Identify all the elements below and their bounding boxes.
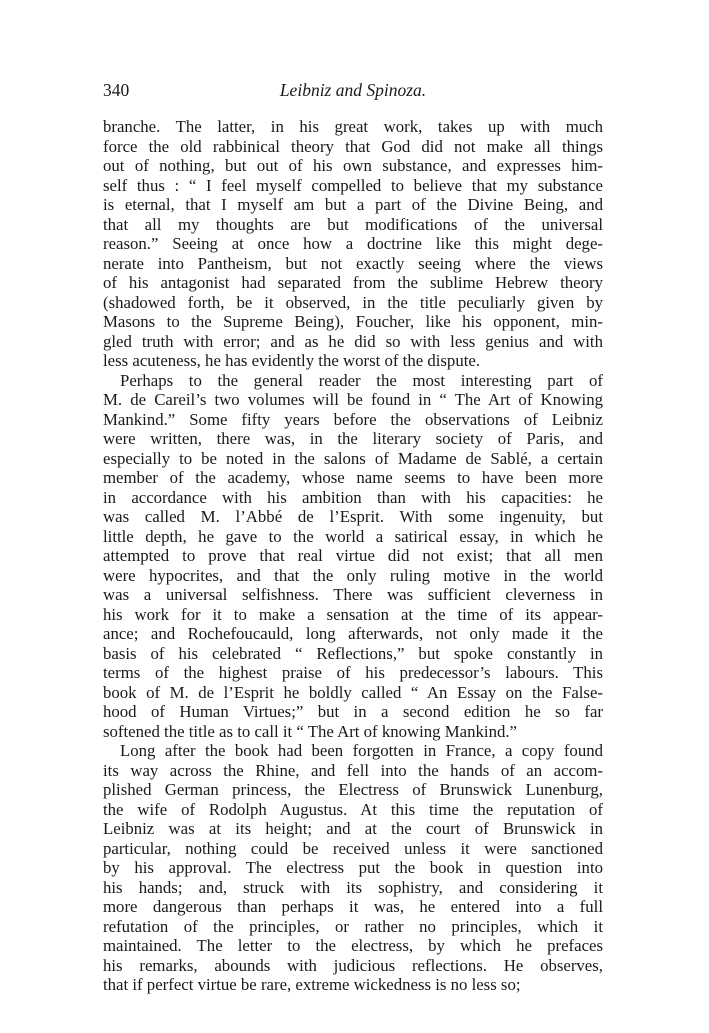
text-line: self thus : “ I feel myself compelled to believe that my substance xyxy=(103,175,603,195)
text-line: especially to be noted in the salons of Madame de Sablé, a certain xyxy=(103,448,603,468)
text-line: softened the title as to call it “ The Art of knowing Mankind.” xyxy=(103,721,517,741)
text-line: the wife of Rodolph Augustus. At this time the reputation of xyxy=(103,799,603,819)
text-line: that if perfect virtue be rare, extreme wickedness is no less so; xyxy=(103,975,521,994)
text-line: M. de Careil’s two volumes will be found in “ The Art of Knowing xyxy=(103,390,603,409)
text-line: attempted to prove that real virtue did not exist; that all men xyxy=(103,546,603,565)
text-line: member of the academy, whose name seems to have been more xyxy=(103,468,603,487)
running-title: Leibniz and Spinoza. xyxy=(279,80,427,100)
text-line: his work for it to make a sensation at the time of its appear- xyxy=(103,604,603,624)
text-line: maintained. The letter to the electress, by which he prefaces xyxy=(103,936,603,955)
text-line: less acuteness, he has evidently the worst of the dispute. xyxy=(103,351,481,370)
text-line: out of nothing, but out of his own substance, and expresses him- xyxy=(103,156,603,175)
text-line: his remarks, abounds with judicious reflections. He observes, xyxy=(103,955,603,975)
text-line: force the old rabbinical theory that God did not make all things xyxy=(103,136,603,156)
text-line: Mankind.” Some fifty years before the observations of Leibniz xyxy=(103,409,603,429)
text-line: his hands; and, struck with its sophistry, and considering it xyxy=(103,877,603,897)
text-line: by his approval. The electress put the book in question into xyxy=(103,858,603,877)
text-line: terms of the highest praise of his predecessor’s labours. This xyxy=(103,663,603,682)
text-line: Perhaps to the general reader the most interesting part of xyxy=(120,370,603,390)
text-line: (shadowed forth, be it observed, in the title peculiarly given by xyxy=(103,292,603,312)
page-header xyxy=(103,80,603,102)
paragraph xyxy=(103,741,603,995)
text-line: branche. The latter, in his great work, takes up with much xyxy=(103,117,603,136)
page-number: 340 xyxy=(103,80,130,100)
text-line: hood of Human Virtues;” but in a second edition he so far xyxy=(103,702,603,721)
text-line: were written, there was, in the literary society of Paris, and xyxy=(103,429,603,448)
text-line: more dangerous than perhaps it was, he entered into a full xyxy=(103,897,603,916)
text-line: was a universal selfishness. There was sufficient cleverness in xyxy=(103,585,603,604)
text-line: plished German princess, the Electress of Brunswick Lunenburg, xyxy=(103,780,603,799)
text-line: particular, nothing could be received unless it were sanctioned xyxy=(103,838,603,858)
text-line: book of M. de l’Esprit he boldly called “ An Essay on the False- xyxy=(103,682,603,702)
text-line: refutation of the principles, or rather no principles, which it xyxy=(103,916,603,936)
text-line: nerate into Pantheism, but not exactly seeing where the views xyxy=(103,253,603,273)
text-line: Long after the book had been forgotten in France, a copy found xyxy=(120,741,603,760)
text-line: reason.” Seeing at once how a doctrine like this might dege- xyxy=(103,234,603,253)
text-line: basis of his celebrated “ Reflections,” but spoke constantly in xyxy=(103,643,603,663)
text-line: was called M. l’Abbé de l’Esprit. With some ingenuity, but xyxy=(103,507,603,526)
text-line: were hypocrites, and that the only ruling motive in the world xyxy=(103,565,603,585)
paragraph xyxy=(103,371,603,742)
paragraph xyxy=(103,117,603,371)
text-line: Masons to the Supreme Being), Foucher, like his opponent, min- xyxy=(103,312,603,331)
text-line: in accordance with his ambition than with his capacities: he xyxy=(103,487,603,507)
text-line: Leibniz was at its height; and at the court of Brunswick in xyxy=(103,819,603,838)
text-line: ance; and Rochefoucauld, long afterwards, not only made it the xyxy=(103,624,603,643)
body-text xyxy=(103,117,603,995)
text-line: of his antagonist had separated from the sublime Hebrew theory xyxy=(103,273,603,292)
text-line: its way across the Rhine, and fell into the hands of an accom- xyxy=(103,760,603,780)
text-line: little depth, he gave to the world a satirical essay, in which he xyxy=(103,526,603,546)
text-line: gled truth with error; and as he did so with less genius and with xyxy=(103,331,603,351)
text-line: that all my thoughts are but modifications of the universal xyxy=(103,214,603,234)
text-line: is eternal, that I myself am but a part of the Divine Being, and xyxy=(103,195,603,214)
